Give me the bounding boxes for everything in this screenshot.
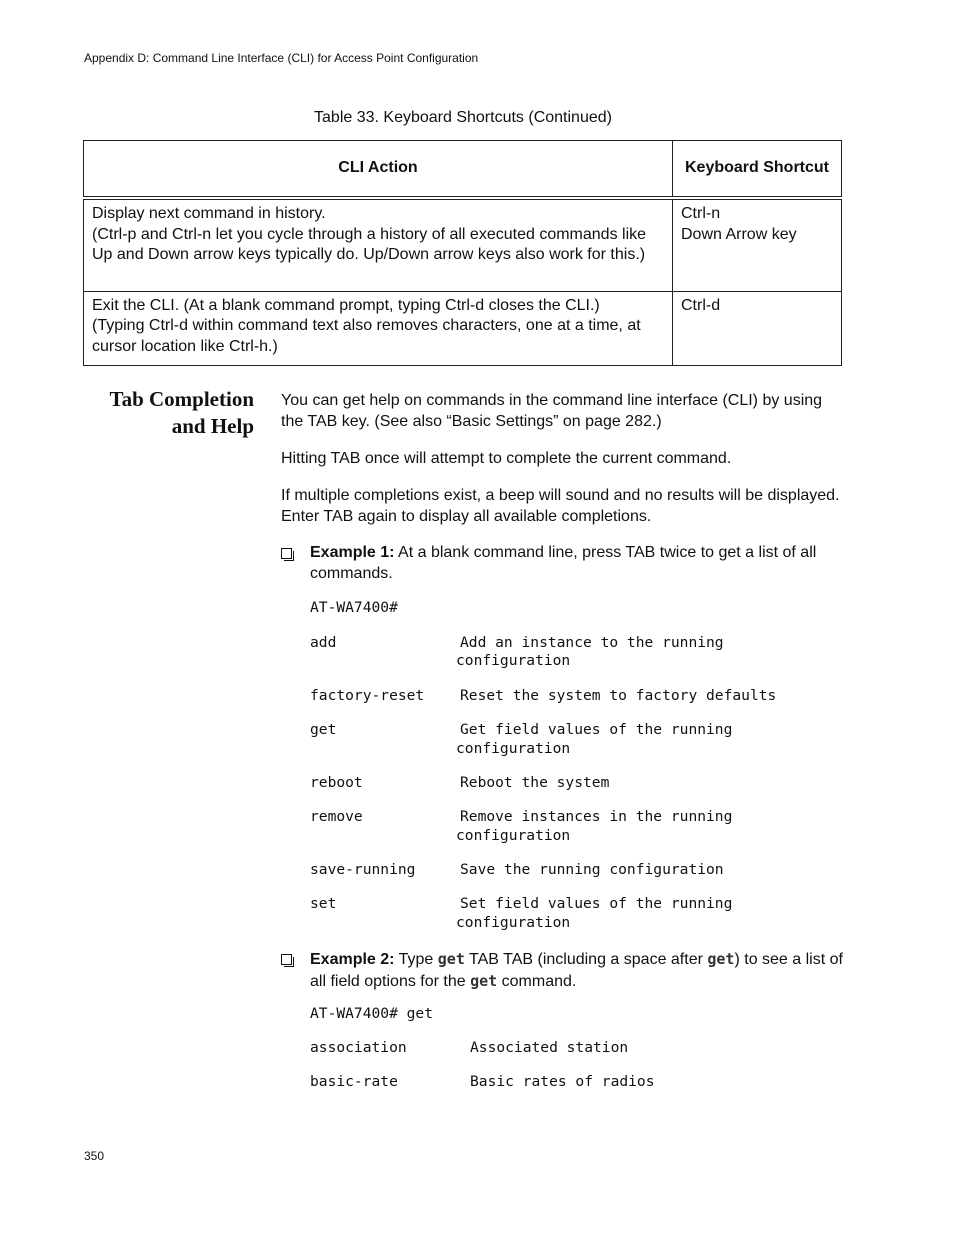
table-row [84, 198, 842, 291]
shortcut-text: Down Arrow key [681, 225, 797, 243]
example2-text [310, 949, 845, 992]
command-description: Remove instances in the running [460, 808, 733, 825]
table-header-row [84, 141, 842, 199]
example2-label: Example 2: [310, 951, 395, 968]
example2-text-part: command. [497, 972, 577, 990]
section-heading [84, 386, 254, 440]
cli-prompt: AT-WA7400# [310, 599, 398, 616]
command-description: Add an instance to the running [460, 634, 724, 651]
command-description-cont: configuration [456, 652, 571, 669]
example1-text [310, 543, 845, 584]
command-name: remove [310, 808, 363, 825]
inline-code: get [707, 950, 735, 968]
cli-prompt: AT-WA7400# get [310, 1005, 434, 1022]
command-description: Get field values of the running [460, 721, 733, 738]
table-caption: Table 33. Keyboard Shortcuts (Continued) [314, 109, 612, 126]
inline-code: get [470, 971, 498, 990]
checkbox-bullet-icon [281, 547, 292, 562]
table-row [84, 291, 842, 366]
command-description: Reset the system to factory defaults [460, 687, 777, 704]
action-text: Display next command in history. [92, 205, 326, 222]
example2-text-part: Type [394, 951, 438, 968]
command-description-cont: configuration [456, 740, 571, 757]
command-name: get [310, 721, 337, 738]
option-description: Associated station [470, 1039, 629, 1056]
option-name: association [310, 1039, 407, 1056]
action-text: Exit the CLI. (At a blank command prompt, typing Ctrl-d closes the CLI.) [92, 296, 600, 314]
command-description-cont: configuration [456, 914, 571, 931]
command-description: Reboot the system [460, 774, 610, 791]
column-header-keyboard-shortcut [673, 141, 842, 199]
command-description: Save the running configuration [460, 861, 724, 878]
command-name: factory-reset [310, 687, 425, 704]
shortcut-text: Ctrl-d [681, 296, 721, 314]
option-description: Basic rates of radios [470, 1073, 655, 1090]
page-number: 350 [84, 1149, 105, 1163]
shortcut-header-line1: Keyboard [684, 159, 759, 177]
command-description: Set field values of the running [460, 895, 733, 912]
command-name: set [310, 895, 337, 912]
action-text: (Typing Ctrl-d within command text also removes characters, one at a time, at cursor location like Ctrl-h.) [92, 317, 641, 355]
shortcut-header-line2: Shortcut [763, 159, 830, 177]
example2-text-part: ) to see a list of all field options for the [310, 951, 843, 990]
section-heading-line2: and Help [171, 414, 254, 438]
column-header-cli-action: CLI Action [84, 141, 673, 199]
shortcut-text: Ctrl-n [681, 205, 721, 222]
command-description-cont: configuration [456, 827, 571, 844]
command-name: save-running [310, 861, 416, 878]
command-name: add [310, 634, 337, 651]
checkbox-bullet-icon [281, 953, 292, 968]
paragraph: You can get help on commands in the command line interface (CLI) by using the TAB key. (See also “Basic Settings” on page 282.) [281, 392, 823, 430]
inline-code: get [437, 950, 465, 968]
shortcut-cell [673, 198, 842, 291]
keyboard-shortcuts-table [83, 140, 842, 366]
option-name: basic-rate [310, 1073, 398, 1090]
running-header: Appendix D: Command Line Interface (CLI) for Access Point Configuration [84, 51, 479, 65]
action-cell [84, 291, 673, 366]
action-text: (Ctrl-p and Ctrl-n let you cycle through a history of all executed commands like Up and Down arrow keys typically do. Up/Down arrow keys also work for this.) [92, 225, 647, 263]
shortcut-cell [673, 291, 842, 366]
section-heading-line1: Tab Completion [109, 387, 254, 411]
paragraph: If multiple completions exist, a beep will sound and no results will be displayed. Enter TAB again to display all available completions. [281, 487, 840, 525]
paragraph: Hitting TAB once will attempt to complete the current command. [281, 450, 732, 467]
example1-description: At a blank command line, press TAB twice to get a list of all commands. [310, 544, 817, 582]
command-name: reboot [310, 774, 363, 791]
action-cell [84, 198, 673, 291]
example2-text-part: TAB TAB (including a space after [464, 951, 708, 968]
example1-label: Example 1: [310, 544, 395, 561]
